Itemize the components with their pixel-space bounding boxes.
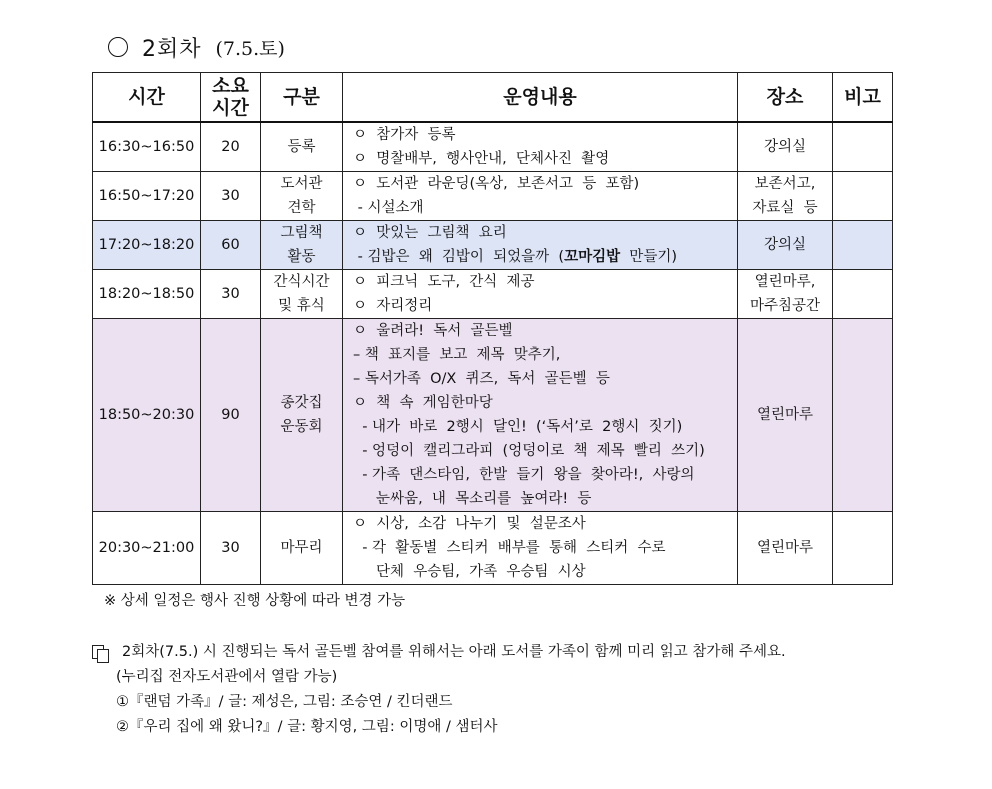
content-cell	[343, 512, 738, 585]
place-cell	[738, 122, 833, 172]
schedule-footnote: ※ 상세 일정은 행사 진행 상황에 따라 변경 가능	[104, 593, 406, 609]
content-line: ㅇ 시상, 소감 나누기 및 설문조사	[353, 516, 586, 532]
content-line: 단체 우승팀, 가족 우승팀 시상	[353, 564, 586, 580]
schedule-table	[92, 72, 893, 585]
place-line: 강의실	[763, 139, 807, 155]
content-line: – 독서가족 O/X 퀴즈, 독서 골든벨 등	[353, 371, 610, 387]
category-cell	[261, 221, 343, 270]
content-line: ㅇ 참가자 등록	[353, 127, 456, 143]
duration-cell: 20	[201, 122, 261, 172]
session-title: 2회차	[142, 36, 202, 62]
place-line: 자료실 등	[752, 200, 818, 216]
content-cell	[343, 172, 738, 221]
content-line: ㅇ 명찰배부, 행사안내, 단체사진 촬영	[353, 151, 610, 167]
category-line: 간식시간	[273, 274, 330, 290]
content-line: - 시설소개	[353, 200, 424, 216]
category-line: 그림책	[280, 225, 323, 241]
place-cell	[738, 512, 833, 585]
document-icon	[92, 645, 108, 661]
category-line: 활동	[287, 249, 316, 265]
content-line: - 김밥은 왜 김밥이 되었을까 (꼬마김밥 만들기)	[353, 249, 677, 265]
note-cell	[833, 221, 893, 270]
duration-cell: 30	[201, 270, 261, 319]
content-line: - 엉덩이 캘리그라피 (엉덩이로 책 제목 빨리 쓰기)	[353, 443, 705, 459]
notice-subtext: (누리집 전자도서관에서 열람 가능)	[116, 669, 338, 685]
content-line: ㅇ 자리정리	[353, 298, 433, 314]
duration-cell: 30	[201, 172, 261, 221]
content-line: ㅇ 울려라! 독서 골든벨	[353, 323, 513, 339]
note-cell	[833, 270, 893, 319]
notice-text: 2회차(7.5.) 시 진행되는 독서 골든벨 참여를 위해서는 아래 도서를 가족이 함께 미리 읽고 참가해 주세요.	[122, 644, 786, 660]
category-line: 마무리	[280, 540, 323, 556]
content-cell	[343, 270, 738, 319]
category-line: 도서관	[280, 176, 323, 192]
category-cell	[261, 319, 343, 512]
table-row	[93, 221, 893, 270]
content-line: ㅇ 도서관 라운딩(옥상, 보존서고 등 포함)	[353, 176, 640, 192]
time-cell: 16:30~16:50	[93, 122, 201, 172]
session-date: (7.5.토)	[215, 37, 285, 60]
category-cell	[261, 122, 343, 172]
category-cell	[261, 172, 343, 221]
duration-cell: 30	[201, 512, 261, 585]
place-cell	[738, 221, 833, 270]
header-note: 비고	[833, 73, 893, 123]
duration-cell: 90	[201, 319, 261, 512]
duration-cell: 60	[201, 221, 261, 270]
circle-bullet-icon	[108, 37, 128, 57]
place-cell	[738, 172, 833, 221]
book-item-2: ②『우리 집에 왜 왔니?』/ 글: 황지영, 그림: 이명애 / 샘터사	[116, 719, 498, 735]
content-cell	[343, 122, 738, 172]
category-line: 견학	[287, 200, 316, 216]
place-line: 열린마루	[756, 407, 814, 423]
header-content: 운영내용	[343, 73, 738, 123]
category-cell	[261, 270, 343, 319]
table-row	[93, 319, 893, 512]
time-cell: 18:50~20:30	[93, 319, 201, 512]
table-row	[93, 512, 893, 585]
category-line: 운동회	[280, 419, 323, 435]
content-line: - 가족 댄스타임, 한발 들기 왕을 찾아라!, 사랑의	[353, 467, 695, 483]
session-heading	[108, 30, 285, 64]
table-header-row	[93, 73, 893, 123]
place-line: 강의실	[763, 237, 807, 253]
category-cell	[261, 512, 343, 585]
category-line: 및 휴식	[278, 298, 325, 314]
note-cell	[833, 319, 893, 512]
content-line: - 내가 바로 2행시 달인! (‘독서’로 2행시 짓기)	[353, 419, 683, 435]
time-cell: 20:30~21:00	[93, 512, 201, 585]
header-category: 구분	[261, 73, 343, 123]
content-line: - 각 활동별 스티커 배부를 통해 스티커 수로	[353, 540, 666, 556]
note-cell	[833, 512, 893, 585]
header-duration: 소요 시간	[201, 73, 261, 123]
category-line: 등록	[287, 139, 316, 155]
header-time: 시간	[93, 73, 201, 123]
place-cell	[738, 319, 833, 512]
header-place: 장소	[738, 73, 833, 123]
table-row	[93, 122, 893, 172]
content-line: 눈싸움, 내 목소리를 높여라! 등	[353, 491, 592, 507]
time-cell: 17:20~18:20	[93, 221, 201, 270]
reading-notice	[92, 640, 786, 740]
time-cell: 18:20~18:50	[93, 270, 201, 319]
place-line: 보존서고,	[754, 176, 816, 192]
content-cell	[343, 221, 738, 270]
place-line: 열린마루	[756, 540, 814, 556]
table-row	[93, 172, 893, 221]
content-line: – 책 표지를 보고 제목 맞추기,	[353, 347, 561, 363]
place-cell	[738, 270, 833, 319]
category-line: 종갓집	[280, 395, 323, 411]
book-item-1: ①『랜덤 가족』/ 글: 제성은, 그림: 조승연 / 킨더랜드	[116, 694, 453, 710]
place-line: 열린마루,	[754, 274, 816, 290]
time-cell: 16:50~17:20	[93, 172, 201, 221]
table-row	[93, 270, 893, 319]
content-line: ㅇ 피크닉 도구, 간식 제공	[353, 274, 535, 290]
place-line: 마주침공간	[749, 298, 821, 314]
note-cell	[833, 122, 893, 172]
content-line: ㅇ 책 속 게임한마당	[353, 395, 493, 411]
content-line: ㅇ 맛있는 그림책 요리	[353, 225, 507, 241]
content-cell	[343, 319, 738, 512]
note-cell	[833, 172, 893, 221]
